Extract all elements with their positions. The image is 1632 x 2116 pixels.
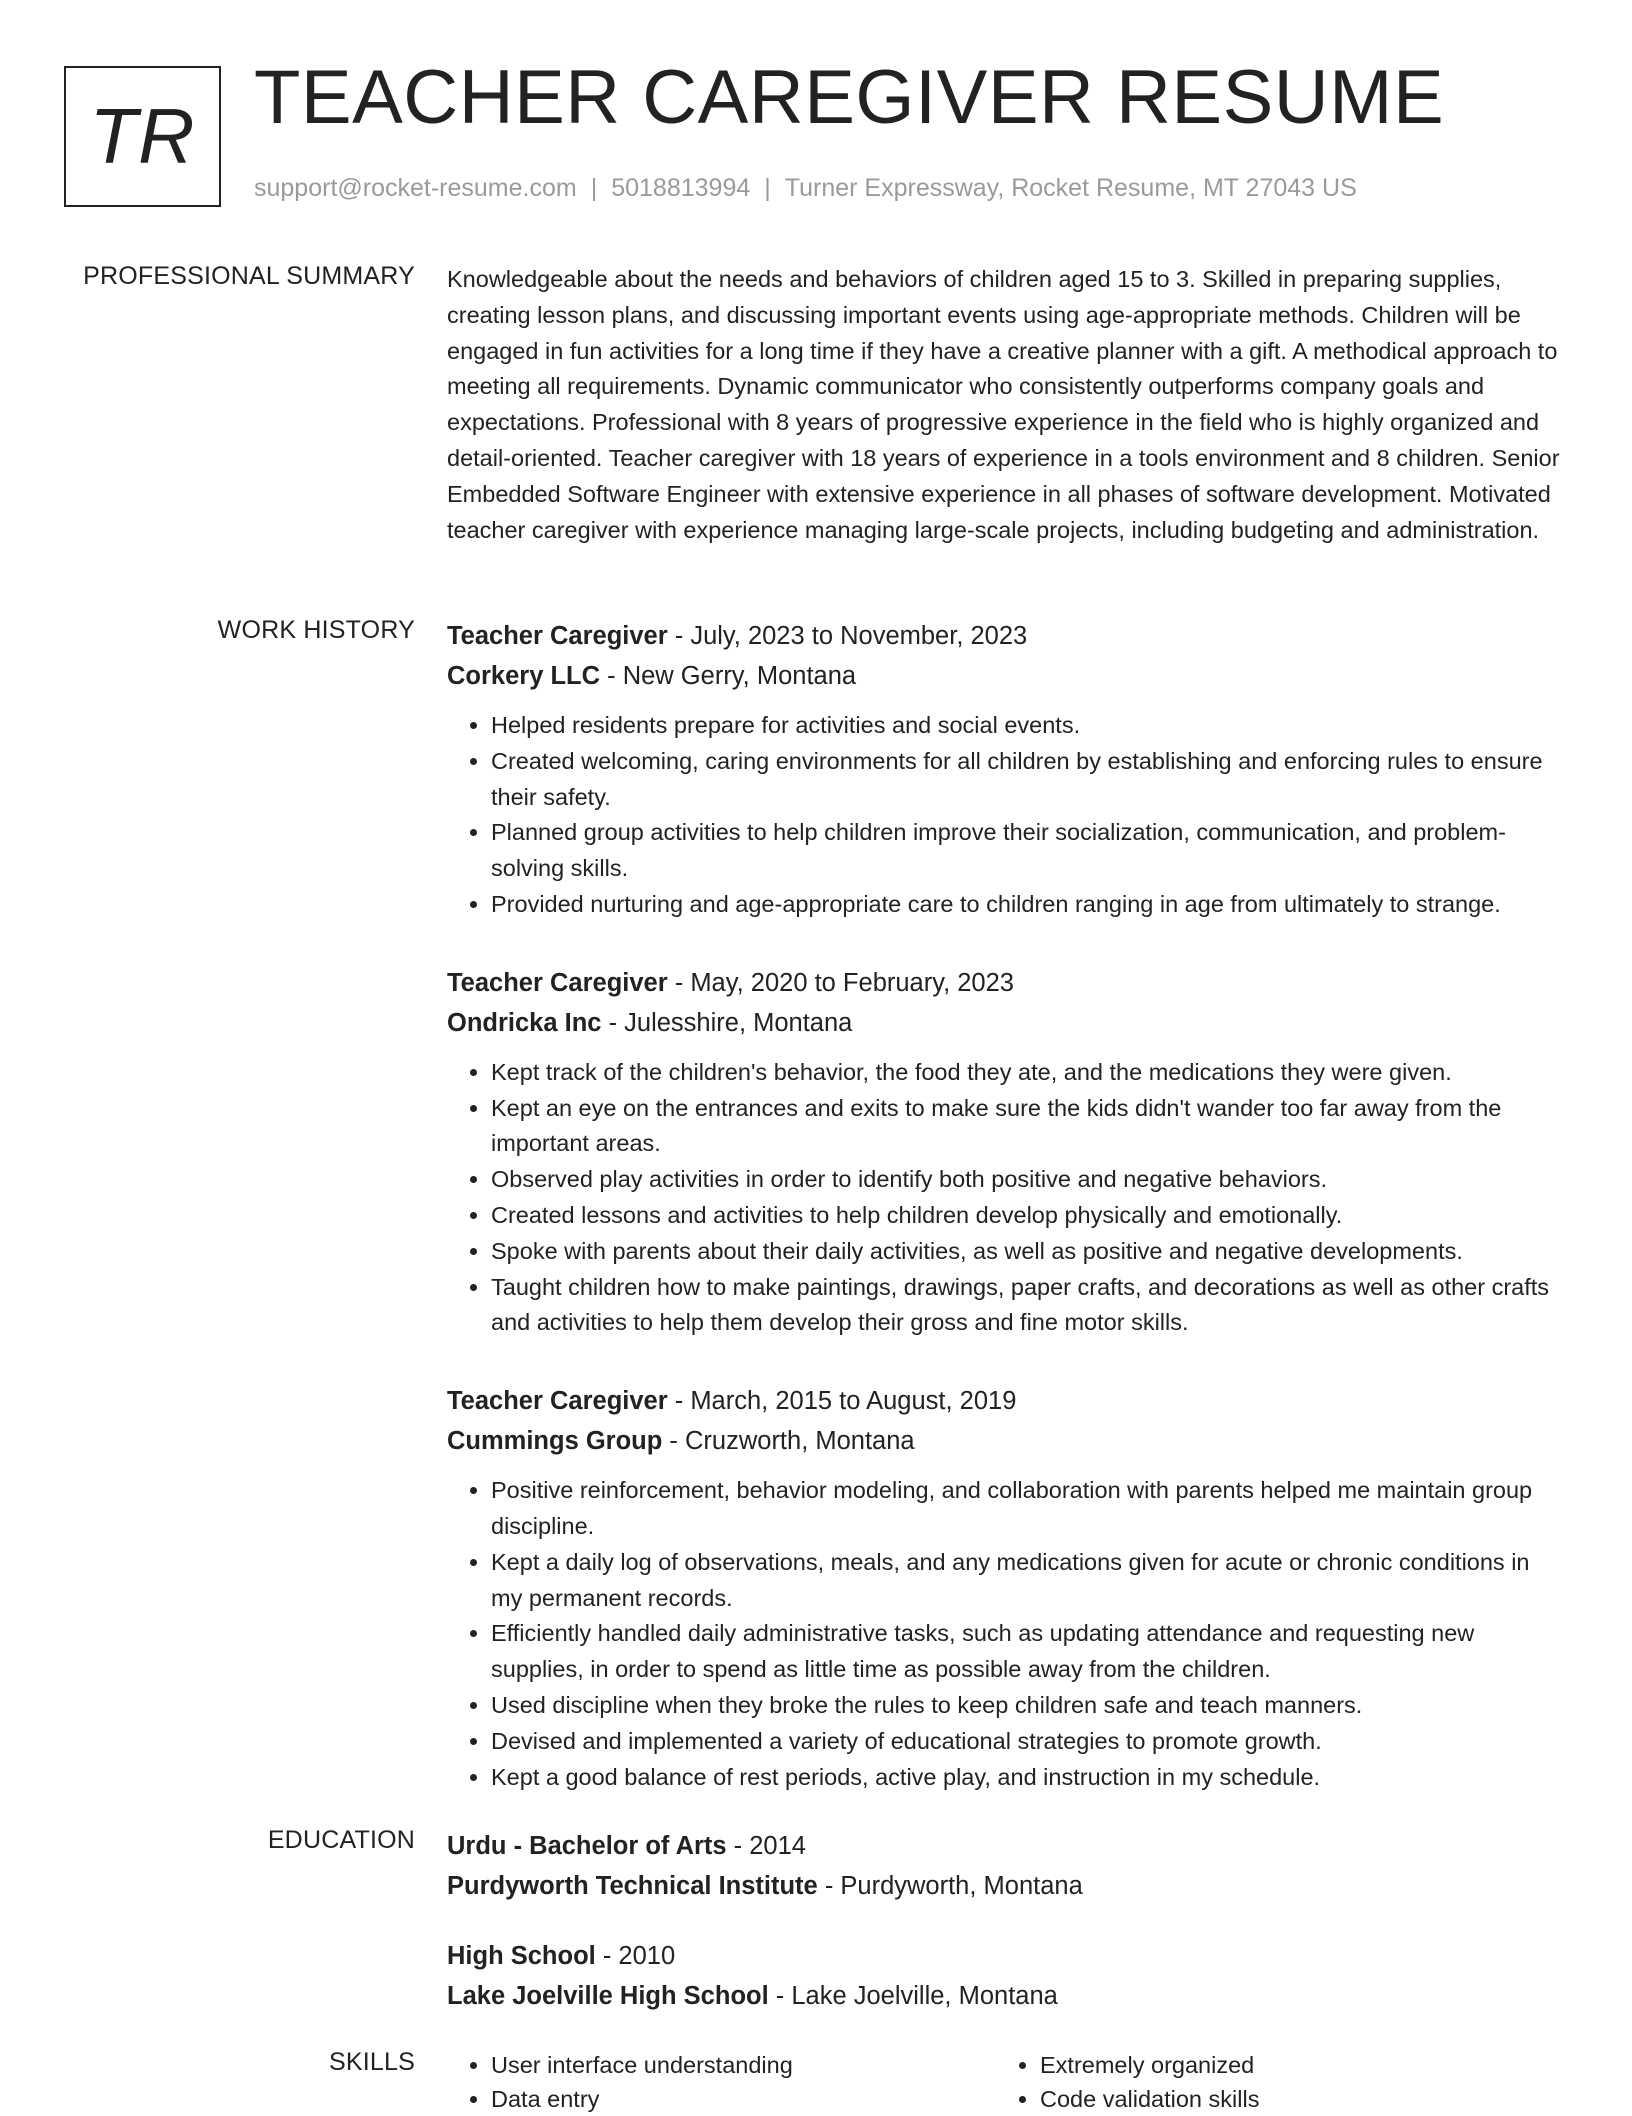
- job-bullets: [447, 1055, 1567, 1341]
- job-bullet: • Used discipline when they broke the rules to keep children safe and teach manners.: [491, 1688, 1567, 1724]
- job-title: Teacher Caregiver: [447, 1387, 668, 1416]
- job-title: Teacher Caregiver: [447, 622, 668, 650]
- section-label-skills: SKILLS: [329, 2048, 415, 2076]
- skill-item: • Extremely organized: [1040, 2048, 1545, 2082]
- skills-list-right: [996, 2048, 1545, 2116]
- job-title-line: [447, 963, 1567, 1003]
- job-location: - New Gerry, Montana: [600, 662, 857, 690]
- resume-title: TEACHER CAREGIVER RESUME: [254, 55, 1445, 140]
- skill-item: • Code validation skills: [1040, 2082, 1545, 2116]
- job-company: Ondricka Inc: [447, 1008, 602, 1037]
- job-bullets: [447, 1473, 1567, 1795]
- skills-grid: [447, 2048, 1567, 2116]
- job-bullet: • Devised and implemented a variety of educational strategies to promote growth.: [491, 1724, 1567, 1760]
- contact-separator: |: [590, 174, 598, 202]
- monogram: TR: [64, 66, 221, 207]
- education-year: - 2010: [595, 1942, 676, 1970]
- section-label-education: EDUCATION: [267, 1826, 415, 1854]
- job-company-line: [447, 1421, 1567, 1461]
- job-bullet: • Created welcoming, caring environments for all children by establishing and enforcing rules to ensure their safety.: [491, 744, 1567, 816]
- skill-item: • User interface understanding: [491, 2048, 996, 2082]
- job-company-line: [447, 1003, 1567, 1043]
- job-company-line: [447, 656, 1567, 696]
- skill-item: • Data entry: [491, 2082, 996, 2116]
- job-title-line: [447, 1381, 1567, 1421]
- education-school: Purdyworth Technical Institute: [447, 1872, 818, 1900]
- education-entry: [447, 1826, 1567, 1906]
- job-location: - Cruzworth, Montana: [662, 1427, 915, 1456]
- education-school-line: [447, 1976, 1567, 2016]
- job-bullet: • Taught children how to make paintings, drawings, paper crafts, and decorations as well as other crafts and activities to help them develop their gross and fine motor skills.: [491, 1270, 1567, 1342]
- education-degree: Urdu - Bachelor of Arts: [447, 1832, 727, 1860]
- education-degree: High School: [447, 1942, 596, 1970]
- section-label-work-history: WORK HISTORY: [217, 616, 415, 644]
- job-bullet: • Created lessons and activities to help children develop physically and emotionally.: [491, 1198, 1567, 1234]
- summary-body: [447, 262, 1567, 548]
- job-bullet: • Efficiently handled daily administrative tasks, such as updating attendance and requesting new supplies, in order to spend as little time as possible away from the children.: [491, 1616, 1567, 1688]
- job-bullet: • Spoke with parents about their daily activities, as well as positive and negative developments.: [491, 1234, 1567, 1270]
- contact-line: [254, 174, 1357, 203]
- section-label-summary: PROFESSIONAL SUMMARY: [83, 262, 415, 290]
- job-title: Teacher Caregiver: [447, 968, 668, 997]
- education-body: [447, 1826, 1567, 2046]
- education-location: - Lake Joelville, Montana: [768, 1982, 1058, 2010]
- education-degree-line: [447, 1826, 1567, 1866]
- job-dates: - July, 2023 to November, 2023: [667, 622, 1028, 650]
- job-bullet: • Observed play activities in order to identify both positive and negative behaviors.: [491, 1162, 1567, 1198]
- job-entry: [447, 1381, 1567, 1795]
- job-bullet: • Kept track of the children's behavior, the food they ate, and the medications they were given.: [491, 1055, 1567, 1091]
- summary-text: Knowledgeable about the needs and behaviors of children aged 15 to 3. Skilled in preparing supplies, creating lesson plans, and discussing important events using age-appropriate methods. Children will be engaged in fun activities for a long time if they have a creative planner with a gift. A methodical approach to meeting all requirements. Dynamic communicator who consistently outperforms company goals and expectations. Professional with 8 years of progressive experience in the field who is highly organized and detail-oriented. Teacher caregiver with 18 years of experience in a tools environment and 8 children. Senior Embedded Software Engineer with extensive experience in all phases of software development. Motivated teacher caregiver with experience managing large-scale projects, including budgeting and administration.: [447, 266, 1560, 543]
- job-bullet: • Planned group activities to help children improve their socialization, communication, and problem-solving skills.: [491, 815, 1567, 887]
- work-history-body: [447, 616, 1567, 1835]
- contact-address: Turner Expressway, Rocket Resume, MT 27043 US: [784, 174, 1357, 202]
- job-entry: [447, 616, 1567, 923]
- education-location: - Purdyworth, Montana: [817, 1872, 1083, 1900]
- contact-email: support@rocket-resume.com: [254, 174, 577, 202]
- skills-list-left: [447, 2048, 996, 2116]
- job-title-line: [447, 616, 1567, 656]
- job-bullet: • Provided nurturing and age-appropriate care to children ranging in age from ultimately to strange.: [491, 887, 1567, 923]
- education-degree-line: [447, 1936, 1567, 1976]
- job-bullet: • Kept an eye on the entrances and exits to make sure the kids didn't wander too far away from the important areas.: [491, 1091, 1567, 1163]
- contact-separator: |: [764, 174, 771, 202]
- job-bullet: • Positive reinforcement, behavior modeling, and collaboration with parents helped me maintain group discipline.: [491, 1473, 1567, 1545]
- job-dates: - May, 2020 to February, 2023: [667, 968, 1014, 997]
- education-school: Lake Joelville High School: [447, 1982, 769, 2010]
- job-company: Cummings Group: [447, 1427, 663, 1456]
- education-school-line: [447, 1866, 1567, 1906]
- job-bullets: [447, 708, 1567, 923]
- job-entry: [447, 963, 1567, 1341]
- job-location: - Julesshire, Montana: [601, 1008, 853, 1037]
- skills-body: [447, 2048, 1567, 2116]
- job-bullet: • Helped residents prepare for activities and social events.: [491, 708, 1567, 744]
- job-bullet: • Kept a daily log of observations, meals, and any medications given for acute or chronic conditions in my permanent records.: [491, 1545, 1567, 1617]
- education-year: - 2014: [726, 1832, 806, 1860]
- job-company: Corkery LLC: [447, 662, 601, 690]
- education-entry: [447, 1936, 1567, 2016]
- contact-phone: 5018813994: [611, 174, 751, 202]
- job-dates: - March, 2015 to August, 2019: [667, 1387, 1017, 1416]
- job-bullet: • Kept a good balance of rest periods, active play, and instruction in my schedule.: [491, 1760, 1567, 1796]
